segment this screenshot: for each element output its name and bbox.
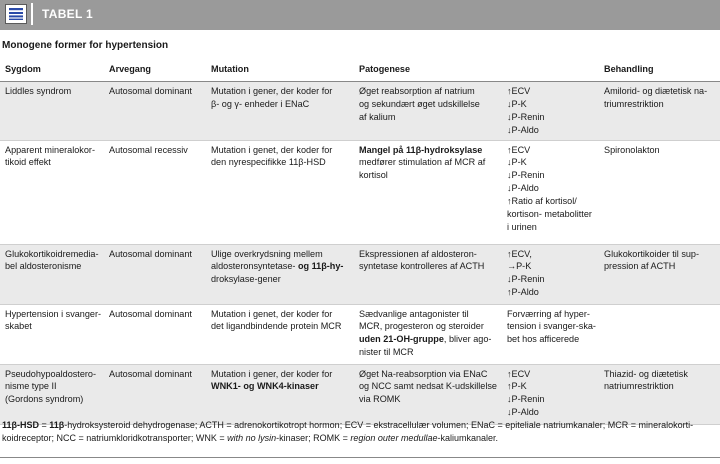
footnote-eq: = [39, 420, 50, 430]
footnote-italic-2: region outer medullae [350, 433, 438, 444]
cell-arvegang: Autosomal dominant [104, 244, 206, 304]
cell-effekter: ↑ECV ↓P-K ↓P-Renin ↓P-Aldo ↑Ratio af kortisol/ kortison- metabolitter i urinen [502, 140, 599, 244]
cell-behandling: Thiazid- og diætetisk natriumrestriktion [599, 364, 720, 424]
footnote-text-1: -hydroksysteroid dehydrogenase; ACTH = adrenokortikotropt hormon; ECV = ekstracellulær volumen; ENaC = epiteliale natriumkanaler; MCR = mineralokorti- [64, 420, 694, 430]
cell-mutation: Mutation i genet, der koder for det ligandbindende protein MCR [206, 304, 354, 364]
cell-patogenese: Øget reabsorption af natrium og sekundært øget udskillelse af kalium [354, 81, 502, 140]
col-header-mutation: Mutation [206, 58, 354, 81]
cell-effekter: ↑ECV, →P-K ↓P-Renin ↑P-Aldo [502, 244, 599, 304]
mutation-text-end: droksylase-gener [211, 274, 281, 285]
patogenese-text: medfører stimulation af MCR af kortisol [359, 157, 486, 181]
mutation-text: Mutation i gener, der koder for [211, 368, 333, 379]
cell-behandling [599, 304, 720, 364]
table-icon [5, 4, 27, 24]
cell-behandling: Amilorid- og diætetisk na- triumrestriktion [599, 81, 720, 140]
footnote-text-4: -kaliumkanaler. [437, 433, 498, 444]
mutation-text: Ulige overkrydsning mellem aldosteronsyntetase- [211, 248, 323, 272]
cell-sygdom: Hypertension i svanger- skabet [0, 304, 104, 364]
patogenese-bold: uden 21-OH-gruppe [359, 334, 444, 345]
cell-patogenese: Ekspressionen af aldosteron- syntetase kontrolleres af ACTH [354, 244, 502, 304]
table-row [0, 81, 720, 140]
cell-sygdom: Pseudohypoaldostero- nisme type II (Gordons syndrom) [0, 364, 104, 424]
cell-patogenese [354, 140, 502, 244]
table-row [0, 140, 720, 244]
cell-patogenese: Øget Na-reabsorption via ENaC og NCC samt nedsat K-udskillelse via ROMK [354, 364, 502, 424]
col-header-behandling: Behandling [599, 58, 720, 81]
table-header-row [0, 58, 720, 81]
table-row [0, 304, 720, 364]
hypertension-table [0, 58, 720, 425]
cell-mutation: Mutation i gener, der koder for β- og γ- enheder i ENaC [206, 81, 354, 140]
cell-effekter: Forværring af hyper- tension i svanger-ska- bet hos afficerede [502, 304, 599, 364]
patogenese-text: Sædvanlige antagonister til MCR, progesteron og steroider [359, 308, 484, 332]
cell-effekter: ↑ECV ↓P-K ↓P-Renin ↓P-Aldo [502, 81, 599, 140]
cell-sygdom: Glukokortikoidremedia- bel aldosteronisme [0, 244, 104, 304]
mutation-bold: WNK1- og WNK4-kinaser [211, 381, 319, 392]
footnote-text-2: koidreceptor; NCC = natriumkloridkotransporter; WNK = [2, 433, 228, 444]
footnote-abbr: 11β-HSD [2, 420, 40, 430]
cell-mutation: Mutation i genet, der koder for den nyrespecifikke 11β-HSD [206, 140, 354, 244]
cell-mutation [206, 244, 354, 304]
cell-behandling: Spironolakton [599, 140, 720, 244]
footnote-abbr-bold: 11β [49, 420, 65, 430]
table-subtitle: Monogene former for hypertension [2, 40, 169, 51]
cell-effekter: ↑ECV ↑P-K ↓P-Renin ↓P-Aldo [502, 364, 599, 424]
col-header-arvegang: Arvegang [104, 58, 206, 81]
mutation-bold: og 11β-hy- [295, 261, 344, 272]
cell-sygdom: Apparent mineralokor- tikoid effekt [0, 140, 104, 244]
header-separator [31, 3, 33, 25]
footnote-italic-1: with no lysin [227, 433, 277, 444]
table-header-bar [0, 0, 720, 30]
col-header-sygdom: Sygdom [0, 58, 104, 81]
cell-mutation [206, 364, 354, 424]
cell-sygdom: Liddles syndrom [0, 81, 104, 140]
footnote-text-3: -kinaser; ROMK = [276, 433, 351, 444]
patogenese-bold: Mangel på 11β-hydroksylase [359, 144, 483, 155]
cell-arvegang: Autosomal recessiv [104, 140, 206, 244]
cell-arvegang: Autosomal dominant [104, 364, 206, 424]
table-title: TABEL 1 [42, 7, 93, 21]
cell-arvegang: Autosomal dominant [104, 81, 206, 140]
patogenese-text-end: , bliver ago- nister til MCR [359, 334, 492, 358]
cell-patogenese [354, 304, 502, 364]
cell-behandling: Glukokortikoider til sup- pression af ACTH [599, 244, 720, 304]
col-header-patogenese: Patogenese [354, 58, 502, 81]
cell-arvegang: Autosomal dominant [104, 304, 206, 364]
bottom-rule [0, 457, 720, 458]
col-header-effekter [502, 58, 599, 81]
table-row [0, 364, 720, 424]
table-footnote [2, 419, 716, 445]
table-row [0, 244, 720, 304]
